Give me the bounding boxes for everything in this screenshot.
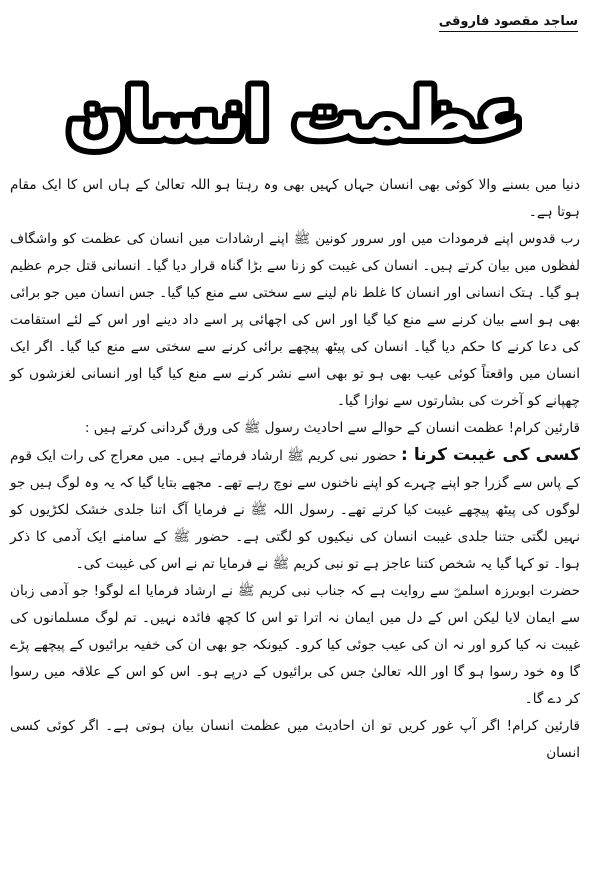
paragraph-intro: دنیا میں بسنے والا کوئی بھی انسان جہاں کہیں بھی وہ رہتا ہو اللہ تعالیٰ کے ہاں اس کا ایک مقام ہوتا ہے۔ <box>10 177 580 220</box>
paragraph-ghibat <box>10 442 580 578</box>
article-body <box>10 172 580 767</box>
paragraph-readers-1: قارئین کرام! عظمت انسان کے حوالے سے احادیث رسول ﷺ کی ورق گردانی کرتے ہیں : <box>84 420 580 436</box>
paragraph-readers-2: قارئین کرام! اگر آپ غور کریں تو ان احادیث میں عظمت انسان بیان ہوتی ہے۔ اگر کوئی کسی انسان <box>10 718 580 761</box>
title-graphic <box>67 66 523 158</box>
title-text: عظمت انسان <box>67 76 523 155</box>
author-byline: ساجد مقصود فاروقی <box>439 14 578 32</box>
section-heading-ghibat: کسی کی غیبت کرنا : <box>401 445 580 465</box>
paragraph-ghibat-text: حضور نبی کریم ﷺ ارشاد فرماتے ہیں۔ میں معراج کی رات ایک قوم کے پاس سے گزرا جو اپنے چہرے کو اپنے ناخنوں سے نوچ رہے تھے۔ مجھے بتایا گیا کہ یہ وہ لوگ ہیں جو لوگوں کی پیٹھ پیچھے غیبت کیا کرتے تھے۔ رسول اللہ ﷺ نے فرمایا آگ اتنا جلدی خشک لکڑیوں کو نہیں لگتی جتنا جلدی غیبت انسان کی نیکیوں کو لگتی ہے۔ حضور ﷺ کے سامنے ایک آدمی کا ذکر ہوا۔ تو کہا گیا یہ شخص کتنا عاجز ہے تو نبی کریم ﷺ نے فرمایا تم نے اس کی غیبت کی۔ <box>10 448 580 572</box>
article-title <box>67 66 523 158</box>
paragraph-abu-barzah: حضرت ابوبرزہ اسلمیؓ سے روایت ہے کہ جناب نبی کریم ﷺ نے ارشاد فرمایا اے لوگو! جو آدمی زبان سے ایمان لایا لیکن اس کے دل میں ایمان نہ اترا تو اس کا کچھ فائدہ نہیں۔ تم لوگ مسلمانوں کی غیبت نہ کیا کرو اور نہ ان کی عیب جوئی کیا کرو۔ کیونکہ جو بھی ان کی خفیہ برائیوں کے پیچھے پڑے گا وہ خود رسوا ہو گا اور اللہ تعالیٰ جس کی برائیوں کے درپے ہو۔ اس کو اس کے علاقہ میں رسوا کر دے گا۔ <box>10 583 580 707</box>
paragraph-quran-sunnah: رب قدوس اپنے فرمودات میں اور سرور کونین ﷺ اپنے ارشادات میں انسان کی عظمت کو واشگاف لفظوں میں بیان کرتے ہیں۔ انسان کی غیبت کو زنا سے بڑا گناہ قرار دیا گیا۔ انسانی قتل جرم عظیم ہو گیا۔ ہتک انسانی اور انسان کا غلط نام لینے سے سختی سے منع کیا گیا۔ جس انسان میں جو برائی بھی ہو اسے بیان کرنے سے منع کیا گیا اور اس کی اچھائی پر اسے داد دینے اور اس کے لئے استقامت کی دعا کرنے کا حکم دیا گیا۔ انسان کی پیٹھ پیچھے برائی کرنے سے سختی سے منع کیا گیا۔ اگر ایک انسان میں واقعتاً کوئی عیب بھی ہو تو بھی اسے نشر کرنے سے منع کیا گیا اور انسانی لغزشوں کو چھپانے کو آخرت کی بشارتوں سے نوازا گیا۔ <box>10 231 580 409</box>
